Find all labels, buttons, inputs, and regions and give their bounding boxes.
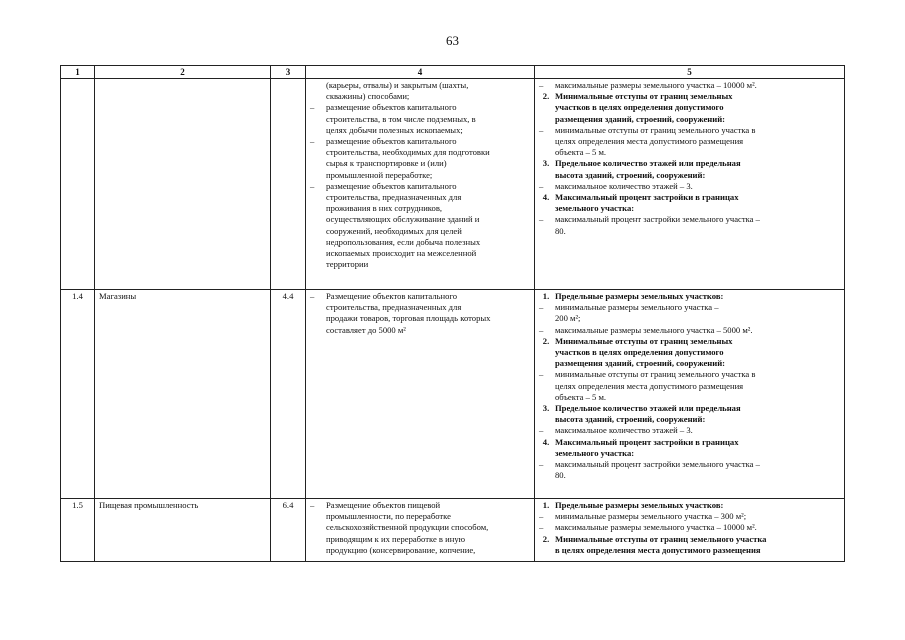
text-line: 200 м²; bbox=[555, 313, 581, 324]
text-line: максимальное количество этажей – 3. bbox=[555, 180, 693, 191]
dash-marker: – bbox=[539, 214, 544, 225]
parameter-value bbox=[539, 511, 840, 522]
text-line: целях добычи полезных ископаемых; bbox=[326, 124, 463, 135]
text-line: земельного участка: bbox=[555, 203, 635, 214]
text-line: Минимальные отступы от границ земельного участка bbox=[555, 533, 767, 544]
parameter-heading bbox=[539, 534, 840, 556]
table-row bbox=[61, 79, 845, 290]
header-col-2: 2 bbox=[95, 66, 271, 79]
land-use-name: Магазины bbox=[95, 290, 271, 499]
text-line: осуществляющих обслуживание зданий и bbox=[326, 214, 480, 225]
parameter-value bbox=[539, 125, 840, 159]
land-use-parameters bbox=[535, 499, 845, 562]
text-line: в целях определения места допустимого размещения bbox=[555, 544, 761, 555]
text-line: целях определения места допустимого размещения bbox=[555, 380, 744, 391]
text-line: ископаемых происходит на межселенной bbox=[326, 248, 477, 259]
dash-marker: – bbox=[539, 369, 544, 380]
item-number: 1. bbox=[542, 291, 550, 301]
text-line: 80. bbox=[555, 225, 566, 236]
land-use-name bbox=[95, 79, 271, 290]
parameter-value bbox=[539, 425, 840, 436]
text-line: объекта – 5 м. bbox=[555, 147, 607, 158]
dash-marker: – bbox=[539, 124, 544, 135]
item-number: 3. bbox=[542, 158, 550, 169]
parameter-value bbox=[539, 522, 840, 533]
text-line: сооружений, необходимых для целей bbox=[326, 225, 462, 236]
land-use-parameters bbox=[535, 79, 845, 290]
text-line: сельскохозяйственной продукции способом, bbox=[326, 522, 489, 533]
text-line: максимальные размеры земельного участка – 10000 м². bbox=[555, 522, 757, 533]
text-line: высота зданий, строений, сооружений: bbox=[555, 169, 706, 180]
land-use-description bbox=[306, 499, 535, 562]
text-line: Размещение объектов пищевой bbox=[326, 500, 441, 510]
dash-marker: – bbox=[310, 500, 315, 510]
text-line: (карьеры, отвалы) и закрытым (шахты, bbox=[326, 80, 469, 90]
text-line: земельного участка: bbox=[555, 447, 635, 458]
parameter-heading bbox=[539, 91, 840, 125]
text-line: Максимальный процент застройки в границах bbox=[555, 192, 739, 203]
land-use-parameters bbox=[535, 290, 845, 499]
dash-marker: – bbox=[539, 459, 544, 470]
land-use-code: 4.4 bbox=[271, 290, 306, 499]
land-use-description bbox=[306, 79, 535, 290]
parameter-value bbox=[539, 181, 840, 192]
dash-marker: – bbox=[310, 180, 315, 191]
text-line: промышленной переработке; bbox=[326, 169, 433, 180]
header-col-3: 3 bbox=[271, 66, 306, 79]
row-number: 1.4 bbox=[61, 290, 95, 499]
text-line: Предельное количество этажей или предельная bbox=[555, 158, 741, 169]
text-line: минимальные отступы от границ земельного участка в bbox=[555, 369, 756, 380]
list-item bbox=[310, 181, 530, 271]
item-number: 4. bbox=[542, 192, 550, 203]
text-line: максимальные размеры земельного участка – 5000 м². bbox=[555, 324, 753, 335]
dash-marker: – bbox=[310, 291, 315, 301]
text-line: высота зданий, строений, сооружений: bbox=[555, 414, 706, 425]
zoning-table bbox=[60, 65, 845, 562]
land-use-description bbox=[306, 290, 535, 499]
parameter-heading bbox=[539, 437, 840, 459]
header-col-5: 5 bbox=[535, 66, 845, 79]
item-number: 4. bbox=[542, 436, 550, 447]
text-line: приводящим к их переработке в иную bbox=[326, 533, 466, 544]
text-line: недропользования, если добыча полезных bbox=[326, 236, 481, 247]
text-line: участков в целях определения допустимого bbox=[555, 347, 724, 358]
text-line: Предельные размеры земельных участков: bbox=[555, 291, 724, 301]
dash-marker: – bbox=[539, 324, 544, 335]
parameter-value bbox=[539, 369, 840, 403]
row-number bbox=[61, 79, 95, 290]
item-number: 2. bbox=[542, 533, 550, 544]
item-number: 3. bbox=[542, 403, 550, 414]
text-line: Минимальные отступы от границ земельных bbox=[555, 335, 733, 346]
text-line: минимальные размеры земельного участка – bbox=[555, 302, 719, 313]
land-use-name: Пищевая промышленность bbox=[95, 499, 271, 562]
header-col-4: 4 bbox=[306, 66, 535, 79]
text-line: максимальное количество этажей – 3. bbox=[555, 425, 693, 436]
text-line: 80. bbox=[555, 470, 566, 481]
text-line: размещение объектов капитального bbox=[326, 180, 457, 191]
header-col-1: 1 bbox=[61, 66, 95, 79]
dash-marker: – bbox=[539, 511, 544, 522]
land-use-code: 6.4 bbox=[271, 499, 306, 562]
text-line: продажи товаров, торговая площадь которых bbox=[326, 313, 491, 324]
dash-marker: – bbox=[539, 180, 544, 191]
text-line: составляет до 5000 м² bbox=[326, 324, 406, 335]
text-line: строительства, предназначенных для bbox=[326, 192, 462, 203]
text-line: продукцию (консервирование, копчение, bbox=[326, 544, 476, 555]
text-line: Предельное количество этажей или предельная bbox=[555, 403, 741, 414]
text-line: максимальный процент застройки земельного участка – bbox=[555, 214, 760, 225]
table-row bbox=[61, 290, 845, 499]
page-number: 63 bbox=[446, 33, 459, 48]
dash-marker: – bbox=[310, 136, 315, 147]
text-line: целях определения места допустимого размещения bbox=[555, 136, 744, 147]
text-line: максимальный процент застройки земельного участка – bbox=[555, 459, 760, 470]
text-line: Предельные размеры земельных участков: bbox=[555, 500, 724, 510]
parameter-heading bbox=[539, 158, 840, 180]
parameter-value bbox=[539, 325, 840, 336]
text-line: территории bbox=[326, 259, 369, 270]
parameter-heading bbox=[539, 500, 840, 511]
text-line: Размещение объектов капитального bbox=[326, 291, 458, 301]
item-number: 2. bbox=[542, 91, 550, 102]
table-header-row bbox=[61, 66, 845, 79]
land-use-code bbox=[271, 79, 306, 290]
dash-marker: – bbox=[539, 80, 544, 90]
list-item bbox=[310, 136, 530, 181]
text-line: скважины) способами; bbox=[326, 91, 410, 102]
row-number: 1.5 bbox=[61, 499, 95, 562]
text-line: сырья к транспортировке и (или) bbox=[326, 158, 447, 169]
text-line: Минимальные отступы от границ земельных bbox=[555, 91, 733, 102]
text-line: объекта – 5 м. bbox=[555, 391, 607, 402]
text-line: размещение объектов капитального bbox=[326, 136, 457, 147]
dash-marker: – bbox=[310, 102, 315, 113]
item-number: 1. bbox=[542, 500, 550, 510]
text-line: размещения зданий, строений, сооружений: bbox=[555, 358, 726, 369]
text-line: минимальные отступы от границ земельного участка в bbox=[555, 124, 756, 135]
list-item bbox=[310, 291, 530, 336]
text-line: строительства, в том числе подземных, в bbox=[326, 113, 476, 124]
parameter-value bbox=[539, 214, 840, 236]
parameter-value bbox=[539, 459, 840, 481]
parameter-heading bbox=[539, 336, 840, 370]
parameter-heading bbox=[539, 403, 840, 425]
table-row bbox=[61, 499, 845, 562]
item-number: 2. bbox=[542, 335, 550, 346]
continued-text bbox=[310, 80, 530, 102]
dash-marker: – bbox=[539, 302, 544, 313]
text-line: участков в целях определения допустимого bbox=[555, 102, 724, 113]
text-line: промышленности, по переработке bbox=[326, 511, 451, 522]
list-item bbox=[310, 500, 530, 556]
parameter-heading bbox=[539, 291, 840, 302]
text-line: строительства, предназначенных для bbox=[326, 302, 462, 313]
text-line: минимальные размеры земельного участка – 300 м²; bbox=[555, 511, 747, 522]
parameter-value bbox=[539, 80, 840, 91]
dash-marker: – bbox=[539, 522, 544, 533]
text-line: Максимальный процент застройки в границах bbox=[555, 436, 739, 447]
list-item bbox=[310, 102, 530, 136]
dash-marker: – bbox=[539, 425, 544, 436]
text-line: строительства, необходимых для подготовки bbox=[326, 147, 490, 158]
text-line: проживания в них сотрудников, bbox=[326, 203, 443, 214]
text-line: максимальные размеры земельного участка – 10000 м². bbox=[555, 80, 757, 90]
parameter-heading bbox=[539, 192, 840, 214]
text-line: размещения зданий, строений, сооружений: bbox=[555, 113, 726, 124]
parameter-value bbox=[539, 302, 840, 324]
text-line: размещение объектов капитального bbox=[326, 102, 457, 113]
